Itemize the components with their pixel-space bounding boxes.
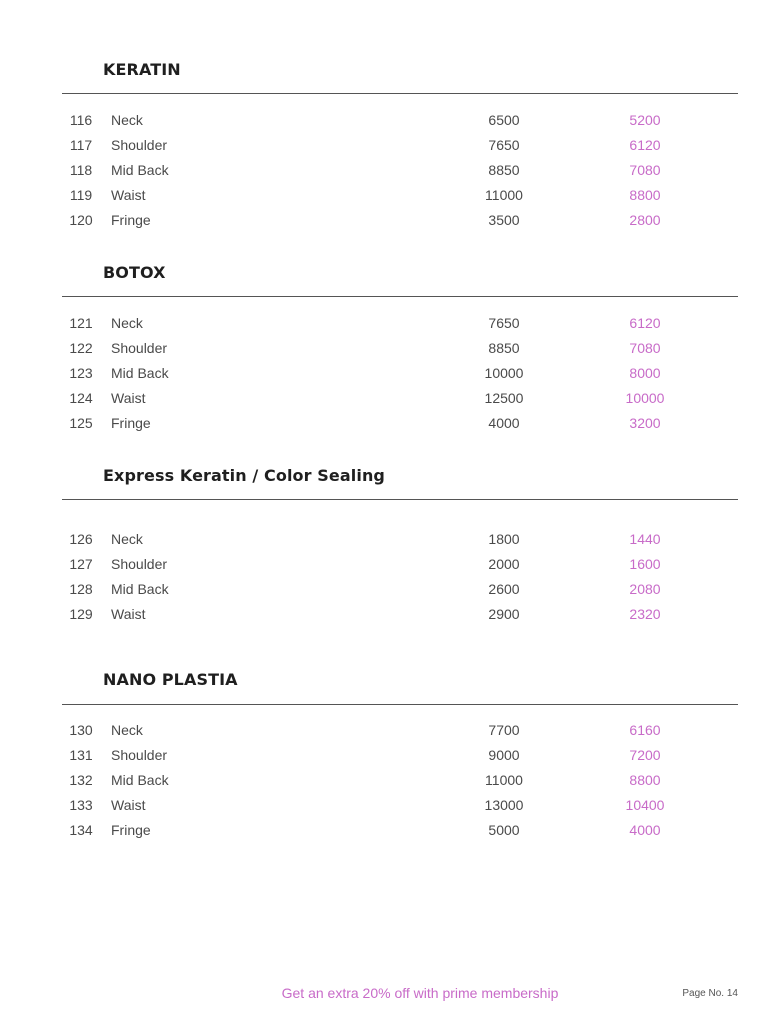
table-row: [0, 363, 778, 383]
item-number: 122: [69, 340, 93, 356]
item-name: Mid Back: [111, 162, 169, 178]
item-name: Waist: [111, 797, 146, 813]
table-row: [0, 745, 778, 765]
item-price: 9000: [488, 747, 520, 763]
item-name: Neck: [111, 531, 143, 547]
section-title: NANO PLASTIA: [103, 670, 238, 689]
item-name: Neck: [111, 315, 143, 331]
item-offer-price: 2320: [629, 606, 661, 622]
item-number: 134: [69, 822, 93, 838]
item-name: Shoulder: [111, 556, 168, 572]
item-number: 129: [69, 606, 93, 622]
item-name: Waist: [111, 390, 146, 406]
item-price: 7700: [488, 722, 520, 738]
item-offer-price: 1600: [629, 556, 661, 572]
item-offer-price: 7200: [629, 747, 661, 763]
item-offer-price: 2080: [629, 581, 661, 597]
item-name: Neck: [111, 112, 143, 128]
item-offer-price: 6160: [629, 722, 661, 738]
item-number: 133: [69, 797, 93, 813]
item-price: 1800: [488, 531, 520, 547]
item-number: 131: [69, 747, 93, 763]
item-price: 2000: [488, 556, 520, 572]
table-row: [0, 795, 778, 815]
table-row: [0, 579, 778, 599]
item-price: 13000: [484, 797, 524, 813]
section-title: KERATIN: [103, 60, 181, 79]
table-row: [0, 110, 778, 130]
table-row: [0, 720, 778, 740]
item-price: 11000: [485, 772, 523, 788]
item-number: 132: [69, 772, 93, 788]
section-divider: [62, 93, 738, 94]
item-offer-price: 5200: [629, 112, 661, 128]
section-title: Express Keratin / Color Sealing: [103, 466, 385, 485]
item-offer-price: 7080: [629, 340, 661, 356]
table-row: [0, 160, 778, 180]
item-number: 116: [69, 112, 93, 128]
table-row: [0, 388, 778, 408]
item-price: 2600: [488, 581, 520, 597]
item-price: 3500: [488, 212, 520, 228]
table-row: [0, 313, 778, 333]
item-price: 4000: [488, 415, 520, 431]
item-price: 7650: [488, 315, 520, 331]
section-title: BOTOX: [103, 263, 166, 282]
item-number: 128: [69, 581, 93, 597]
item-number: 123: [69, 365, 93, 381]
item-price: 6500: [488, 112, 520, 128]
table-row: [0, 210, 778, 230]
item-price: 12500: [484, 390, 524, 406]
item-name: Fringe: [111, 415, 151, 431]
item-offer-price: 1440: [629, 531, 661, 547]
table-row: [0, 604, 778, 624]
item-name: Waist: [111, 187, 146, 203]
item-name: Waist: [111, 606, 146, 622]
item-price: 5000: [488, 822, 520, 838]
item-number: 126: [69, 531, 93, 547]
item-price: 11000: [485, 187, 523, 203]
item-name: Shoulder: [111, 137, 168, 153]
item-name: Neck: [111, 722, 143, 738]
item-name: Mid Back: [111, 772, 169, 788]
section-divider: [62, 499, 738, 500]
page-number: Page No. 14: [682, 988, 738, 999]
item-offer-price: 2800: [629, 212, 661, 228]
table-row: [0, 554, 778, 574]
item-offer-price: 6120: [629, 137, 661, 153]
item-name: Mid Back: [111, 365, 169, 381]
section-divider: [62, 296, 738, 297]
item-name: Shoulder: [111, 340, 168, 356]
item-offer-price: 7080: [629, 162, 661, 178]
item-offer-price: 3200: [629, 415, 661, 431]
item-number: 120: [69, 212, 93, 228]
item-price: 8850: [488, 162, 520, 178]
item-number: 127: [69, 556, 93, 572]
table-row: [0, 185, 778, 205]
prime-membership-promo: Get an extra 20% off with prime membership: [281, 985, 559, 1001]
item-number: 121: [69, 315, 93, 331]
item-price: 10000: [484, 365, 524, 381]
item-price: 8850: [488, 340, 520, 356]
item-offer-price: 10400: [625, 797, 665, 813]
item-name: Shoulder: [111, 747, 168, 763]
item-number: 125: [69, 415, 93, 431]
item-price: 7650: [488, 137, 520, 153]
table-row: [0, 770, 778, 790]
item-number: 117: [69, 137, 93, 153]
item-name: Fringe: [111, 822, 151, 838]
item-name: Mid Back: [111, 581, 169, 597]
table-row: [0, 820, 778, 840]
item-price: 2900: [488, 606, 520, 622]
item-number: 130: [69, 722, 93, 738]
item-offer-price: 6120: [629, 315, 661, 331]
item-offer-price: 4000: [629, 822, 661, 838]
item-name: Fringe: [111, 212, 151, 228]
section-divider: [62, 704, 738, 705]
item-number: 118: [69, 162, 93, 178]
table-row: [0, 338, 778, 358]
item-offer-price: 8800: [629, 772, 661, 788]
item-offer-price: 8000: [629, 365, 661, 381]
item-number: 119: [69, 187, 93, 203]
item-offer-price: 8800: [629, 187, 661, 203]
table-row: [0, 529, 778, 549]
item-number: 124: [69, 390, 93, 406]
item-offer-price: 10000: [625, 390, 665, 406]
table-row: [0, 413, 778, 433]
table-row: [0, 135, 778, 155]
